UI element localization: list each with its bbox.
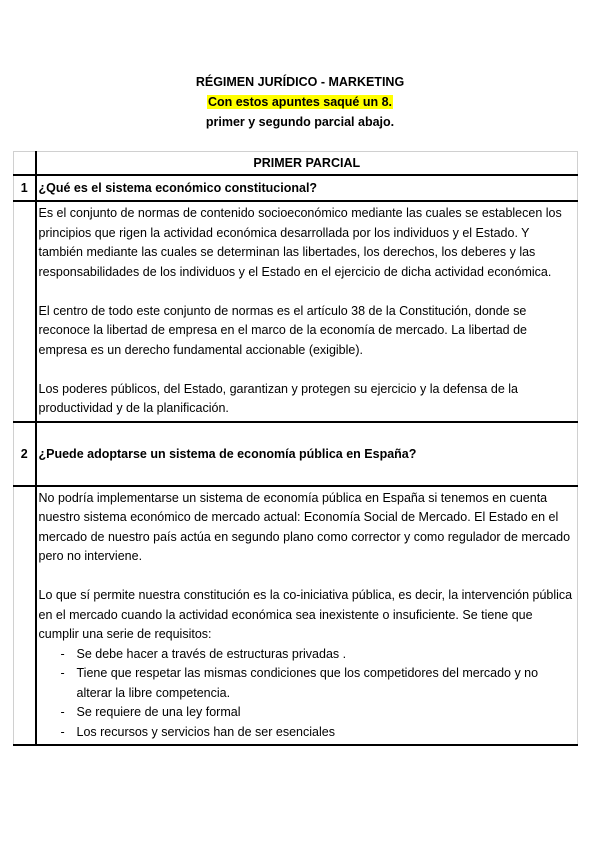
question-number: 1 <box>14 175 36 201</box>
answer-row <box>14 201 578 422</box>
answer-paragraph: Los poderes públicos, del Estado, garantizan y protegen su ejercicio y la defensa de la productividad y de la planificación. <box>38 381 518 415</box>
question-text: ¿Puede adoptarse un sistema de economía pública en España? <box>36 422 578 486</box>
answer-paragraph: El centro de todo este conjunto de normas es el artículo 38 de la Constitución, donde se reconoce la libertad de empresa en el marco de la economía de mercado. La libertad de empresa es un derecho fundamental accionable (exigible). <box>38 303 527 357</box>
highlight-line <box>0 92 600 112</box>
empty-number-cell <box>14 152 36 176</box>
question-number: 2 <box>14 422 36 486</box>
document-title: RÉGIMEN JURÍDICO - MARKETING <box>195 75 405 89</box>
highlighted-note: Con estos apuntes saqué un 8. <box>207 95 393 109</box>
document-header <box>0 72 600 132</box>
empty-number-cell <box>14 201 36 422</box>
question-row <box>14 422 578 486</box>
section-title: PRIMER PARCIAL <box>36 152 578 176</box>
answer-text <box>36 201 578 422</box>
question-row <box>14 175 578 201</box>
answer-paragraph: No podría implementarse un sistema de economía pública en España si tenemos en cuenta nuestro sistema económico de mercado actual: Economía Social de Mercado. El Estado en el mercado de nuestro país actúa en segundo plano como corrector y como regulador de mercado pero no interviene. <box>38 490 571 563</box>
section-title-row <box>14 152 578 176</box>
answer-row <box>14 486 578 746</box>
answer-paragraph: Es el conjunto de normas de contenido socioeconómico mediante las cuales se establecen los principios que rigen la actividad económica desarrollada por los individuos y el Estado. Y también mediante las cuales se determinan las libertades, los derechos, los deberes y las responsabilidades de los individuos y el Estado en el ejercicio de dicha actividad económica. <box>38 206 562 279</box>
requirements-list <box>39 645 576 743</box>
notes-table <box>13 151 578 746</box>
question-text: ¿Qué es el sistema económico constitucional? <box>36 175 578 201</box>
list-item: - Se debe hacer a través de estructuras privadas . <box>59 645 576 665</box>
answer-paragraph: Lo que sí permite nuestra constitución es la co-iniciativa pública, es decir, la intervención pública en el mercado cuando la actividad económica sea inexistente o insuficiente. Se tiene que cumplir una serie de requisitos: <box>38 588 573 641</box>
list-item: - Se requiere de una ley formal <box>59 703 576 723</box>
list-item: - Tiene que respetar las mismas condiciones que los competidores del mercado y no alterar la libre competencia. <box>59 664 576 703</box>
answer-text <box>36 486 578 746</box>
empty-number-cell <box>14 486 36 746</box>
document-subtitle: primer y segundo parcial abajo. <box>205 115 395 129</box>
list-item: - Los recursos y servicios han de ser esenciales <box>59 723 576 743</box>
